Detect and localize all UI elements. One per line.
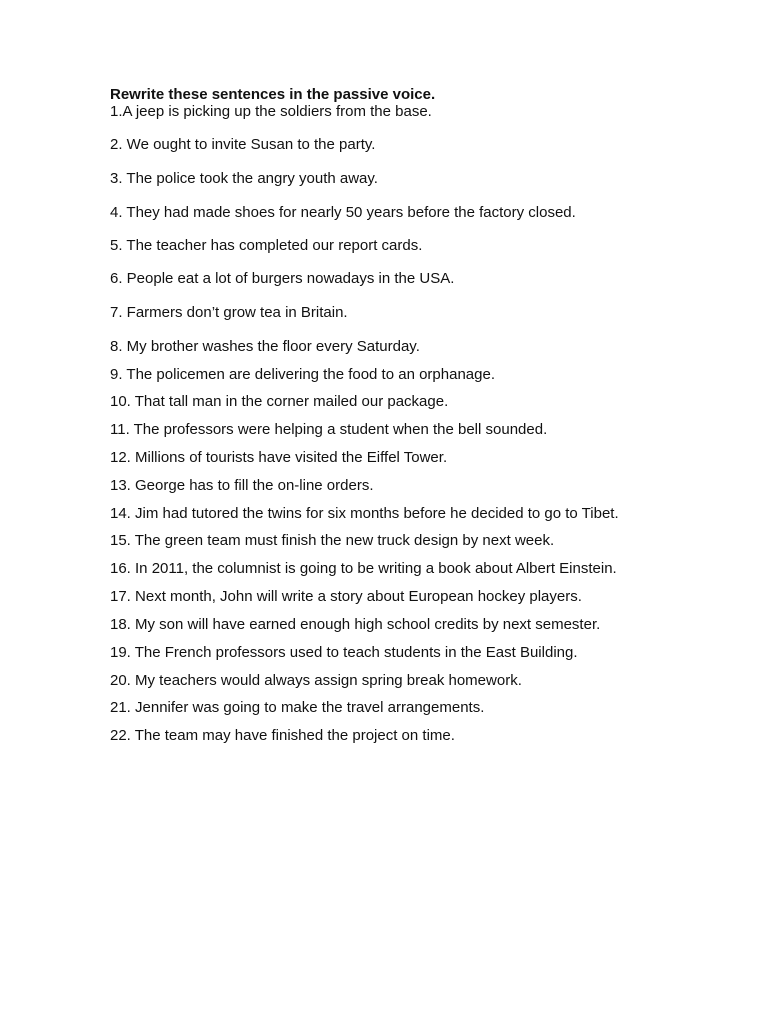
sentence-item: 22. The team may have finished the project on time. [110,727,455,744]
sentence-item: 18. My son will have earned enough high school credits by next semester. [110,616,601,633]
sentence-item: 7. Farmers don’t grow tea in Britain. [110,304,348,321]
sentence-item: 12. Millions of tourists have visited the Eiffel Tower. [110,449,448,466]
sentence-item: 20. My teachers would always assign spring break homework. [110,672,522,689]
sentence-item: 15. The green team must finish the new truck design by next week. [110,532,555,549]
sentence-item: 8. My brother washes the floor every Saturday. [110,338,420,355]
sentence-item: 6. People eat a lot of burgers nowadays in the USA. [110,270,455,287]
sentence-item: 11. The professors were helping a student when the bell sounded. [110,421,548,438]
sentence-item: 2. We ought to invite Susan to the party. [110,136,376,153]
sentence-item: 4. They had made shoes for nearly 50 years before the factory closed. [110,204,576,221]
sentence-item: 1.A jeep is picking up the soldiers from the base. [110,103,432,120]
sentence-item: 17. Next month, John will write a story about European hockey players. [110,588,582,605]
sentence-item: 19. The French professors used to teach students in the East Building. [110,644,578,661]
sentence-item: 3. The police took the angry youth away. [110,170,378,187]
sentence-item: 10. That tall man in the corner mailed our package. [110,393,449,410]
sentence-item: 5. The teacher has completed our report cards. [110,237,423,254]
sentence-item: 13. George has to fill the on-line orders. [110,477,374,494]
sentence-item: 16. In 2011, the columnist is going to be writing a book about Albert Einstein. [110,560,617,577]
worksheet-title: Rewrite these sentences in the passive voice. [110,86,436,103]
sentence-item: 21. Jennifer was going to make the travel arrangements. [110,699,485,716]
sentence-item: 9. The policemen are delivering the food to an orphanage. [110,366,495,383]
sentence-item: 14. Jim had tutored the twins for six months before he decided to go to Tibet. [110,505,619,522]
